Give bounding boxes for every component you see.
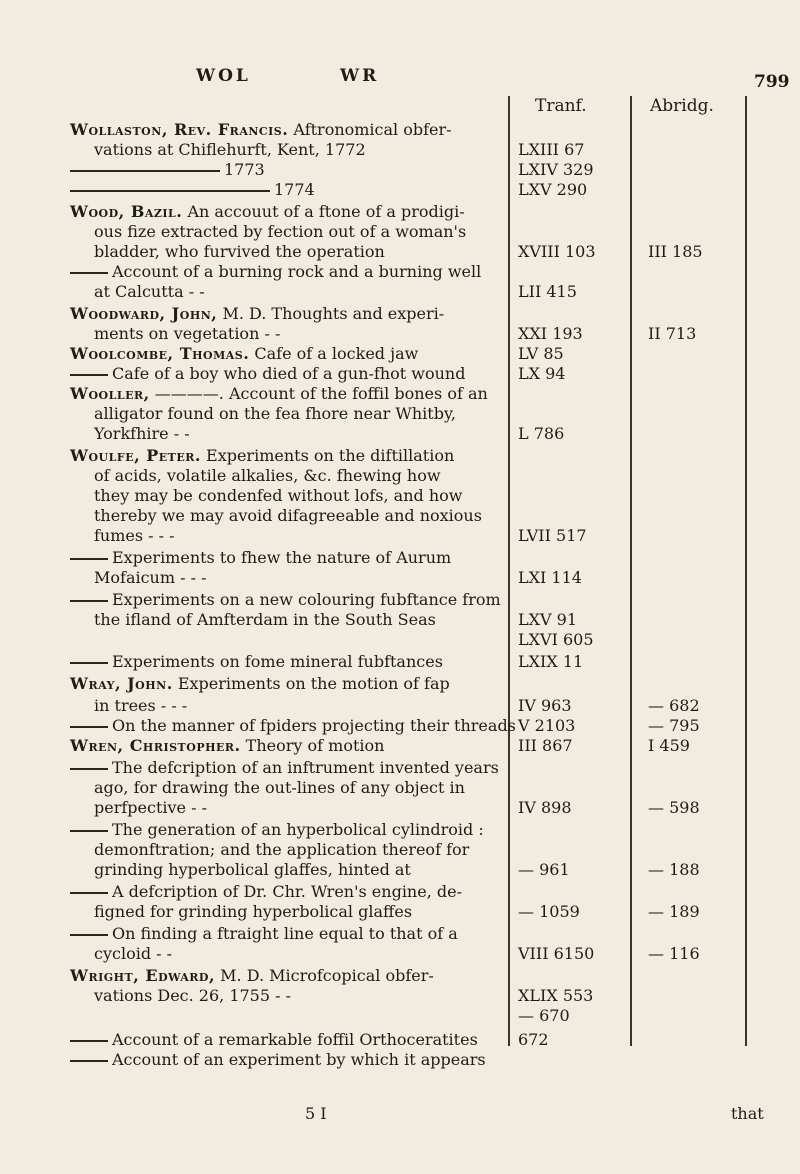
index-entry-line [70,674,502,694]
column-heading-transactions: Tranf. [535,96,587,116]
index-entry-line [70,820,502,840]
index-entry-line [94,568,526,588]
ditto-dash [70,892,108,894]
entry-text: demonftration; and the application thereof for [94,840,470,859]
transactions-reference: IV 963 [518,696,572,715]
entry-text: of acids, volatile alkalies, &c. fhewing how [94,466,441,485]
transactions-reference: LV 85 [518,344,564,363]
transactions-reference: LXV 290 [518,180,588,199]
abridgment-reference: I 459 [648,736,690,755]
transactions-reference: VIII 6150 [518,944,595,963]
ditto-dash [70,600,108,602]
ditto-dash [70,830,108,832]
entry-text: bladder, who furvived the operation [94,242,385,261]
entry-text: ous fize extracted by fection out of a woman's [94,222,467,241]
transactions-reference: LX 94 [518,364,566,383]
entry-text: Cafe of a boy who died of a gun-fhot wound [112,364,466,383]
entry-text: the ifland of Amfterdam in the South Seas [94,610,436,629]
signature-mark: 5 I [305,1104,327,1123]
index-entry-line [70,924,502,944]
index-entry-line [94,944,526,964]
index-entry-line [94,466,526,486]
entry-text: cycloid - - [94,944,173,963]
index-entry-line [70,262,502,282]
index-entry-line [70,304,502,324]
entry-title-text: Aftronomical obfer- [288,120,452,139]
entry-text: Yorkfhire - - [94,424,190,443]
abridgment-reference: — 116 [648,944,700,963]
entry-title-text: M. D. Microfcopical obfer- [215,966,434,985]
entry-text: ments on vegetation - - [94,324,281,343]
entry-title-text: An accouut of a ftone of a prodigi- [182,202,465,221]
entry-text: vations Dec. 26, 1755 - - [94,986,292,1005]
index-entry-line [70,202,502,222]
index-entry-line [94,860,526,880]
entry-text: Account of a remarkable foffil Orthoceratites [112,1030,478,1049]
abridgment-reference: — 189 [648,902,700,921]
transactions-reference: V 2103 [518,716,576,735]
index-entry-line [94,222,526,242]
entry-text: at Calcutta - - [94,282,205,301]
ditto-dash [70,768,108,770]
transactions-reference: — 1059 [518,902,580,921]
entry-text: grinding hyperbolical glaffes, hinted at [94,860,411,879]
transactions-reference: LVII 517 [518,526,587,545]
index-entry-line [70,966,502,986]
index-entry-line [70,120,502,140]
entry-text: figned for grinding hyperbolical glaffes [94,902,413,921]
entry-text: perfpective - - [94,798,207,817]
entry-text: A defcription of Dr. Chr. Wren's engine, de- [112,882,462,901]
index-entry-line [70,180,502,200]
column-heading-abridgment: Abridg. [650,96,714,116]
index-entry-line [70,384,502,404]
entry-text: Experiments on a new colouring fubftance from [112,590,501,609]
index-entry-line [70,160,502,180]
entry-text: Account of an experiment by which it appears [112,1050,486,1069]
index-entry-line [70,446,502,466]
transactions-reference: LXI 114 [518,568,582,587]
entry-title-text: ————. Account of the foffil bones of an [149,384,488,403]
entry-author-name: Wray, John. [70,674,173,693]
ditto-dash [70,934,108,936]
index-entry-line [70,758,502,778]
entry-title-text: M. D. Thoughts and experi- [217,304,445,323]
ditto-dash [70,1060,108,1062]
abridgment-reference: — 682 [648,696,700,715]
entry-author-name: Woodward, John, [70,304,218,323]
index-entry-line [94,526,526,546]
entry-author-name: Wright, Edward, [70,966,216,985]
index-entry-line [94,486,526,506]
index-entry-line [94,324,526,344]
abridgment-reference: II 713 [648,324,697,343]
entry-title-text: Theory of motion [240,736,385,755]
entry-author-name: Woolcombe, Thomas. [70,344,250,363]
transactions-reference: XXI 193 [518,324,583,343]
index-entry-line [70,344,502,364]
index-entry-line [70,716,516,736]
entry-text: Account of a burning rock and a burning well [112,262,482,281]
index-entry-line [70,1030,502,1050]
entry-text: vations at Chiflehurft, Kent, 1772 [94,140,366,159]
transactions-reference: XVIII 103 [518,242,596,261]
transactions-reference: — 670 [518,1006,570,1025]
index-entry-line [94,778,526,798]
entry-author-name: Wood, Bazil. [70,202,183,221]
entry-text: The generation of an hyperbolical cylindroid : [112,820,484,839]
entry-text: ago, for drawing the out-lines of any object in [94,778,465,797]
index-entry-line [70,1050,502,1070]
entry-text: in trees - - - [94,696,188,715]
entry-text: fumes - - - [94,526,175,545]
index-entry-line [94,242,526,262]
entry-text: they may be condenfed without lofs, and how [94,486,463,505]
page-number: 799 [754,72,790,92]
index-entry-line [94,696,526,716]
transactions-reference: LII 415 [518,282,577,301]
entry-text: Mofaicum - - - [94,568,207,587]
entry-title-text: Experiments on the diftillation [200,446,455,465]
transactions-reference: LXIX 11 [518,652,584,671]
index-entry-line [94,506,526,526]
abridgment-reference: — 598 [648,798,700,817]
ditto-dash [70,272,108,274]
ditto-dash [70,170,220,172]
entry-author-name: Wooller, [70,384,150,403]
transactions-reference: L 786 [518,424,565,443]
transactions-reference: — 961 [518,860,570,879]
running-head-right: WR [340,66,380,86]
ditto-dash [70,1040,108,1042]
entry-text: 1773 [224,160,265,179]
transactions-reference: LXVI 605 [518,630,594,649]
running-head-left: WOL [196,66,251,86]
entry-title-text: Cafe of a locked jaw [249,344,419,363]
transactions-reference: III 867 [518,736,573,755]
index-entry-line [70,652,502,672]
entry-text: On finding a ftraight line equal to that of a [112,924,458,943]
ditto-dash [70,190,270,192]
entry-text: Experiments on fome mineral fubftances [112,652,443,671]
index-entry-line [94,986,526,1006]
index-entry-line [94,840,526,860]
abridgment-reference: — 188 [648,860,700,879]
entry-text: Experiments to fhew the nature of Aurum [112,548,452,567]
ditto-dash [70,374,108,376]
entry-text: On the manner of fpiders projecting their threads [112,716,516,735]
ditto-dash [70,662,108,664]
index-entry-line [94,798,526,818]
catchword: that [731,1104,764,1123]
transactions-reference: LXIV 329 [518,160,594,179]
index-entry-line [70,882,502,902]
index-entry-line [70,548,502,568]
index-entry-line [94,140,526,160]
transactions-reference: XLIX 553 [518,986,594,1005]
column-rule [745,96,747,1046]
entry-title-text: Experiments on the motion of fap [172,674,450,693]
entry-author-name: Wollaston, Rev. Francis. [70,120,289,139]
transactions-reference: IV 898 [518,798,572,817]
ditto-dash [70,558,108,560]
index-entry-line [70,590,502,610]
entry-text: The defcription of an inftrument invented years [112,758,499,777]
entry-author-name: Wren, Christopher. [70,736,241,755]
transactions-reference: LXV 91 [518,610,578,629]
index-entry-line [70,364,502,384]
abridgment-reference: III 185 [648,242,703,261]
index-entry-line [94,902,526,922]
transactions-reference: 672 [518,1030,549,1049]
index-entry-line [94,404,526,424]
index-entry-line [94,424,526,444]
entry-text: alligator found on the fea fhore near Whitby, [94,404,456,423]
transactions-reference: LXIII 67 [518,140,585,159]
entry-text: thereby we may avoid difagreeable and noxious [94,506,482,525]
index-entry-line [94,610,526,630]
entry-author-name: Woulfe, Peter. [70,446,201,465]
column-rule [630,96,632,1046]
index-entry-line [70,736,502,756]
index-entry-line [94,282,526,302]
entry-text: 1774 [274,180,315,199]
ditto-dash [70,726,108,728]
abridgment-reference: — 795 [648,716,700,735]
